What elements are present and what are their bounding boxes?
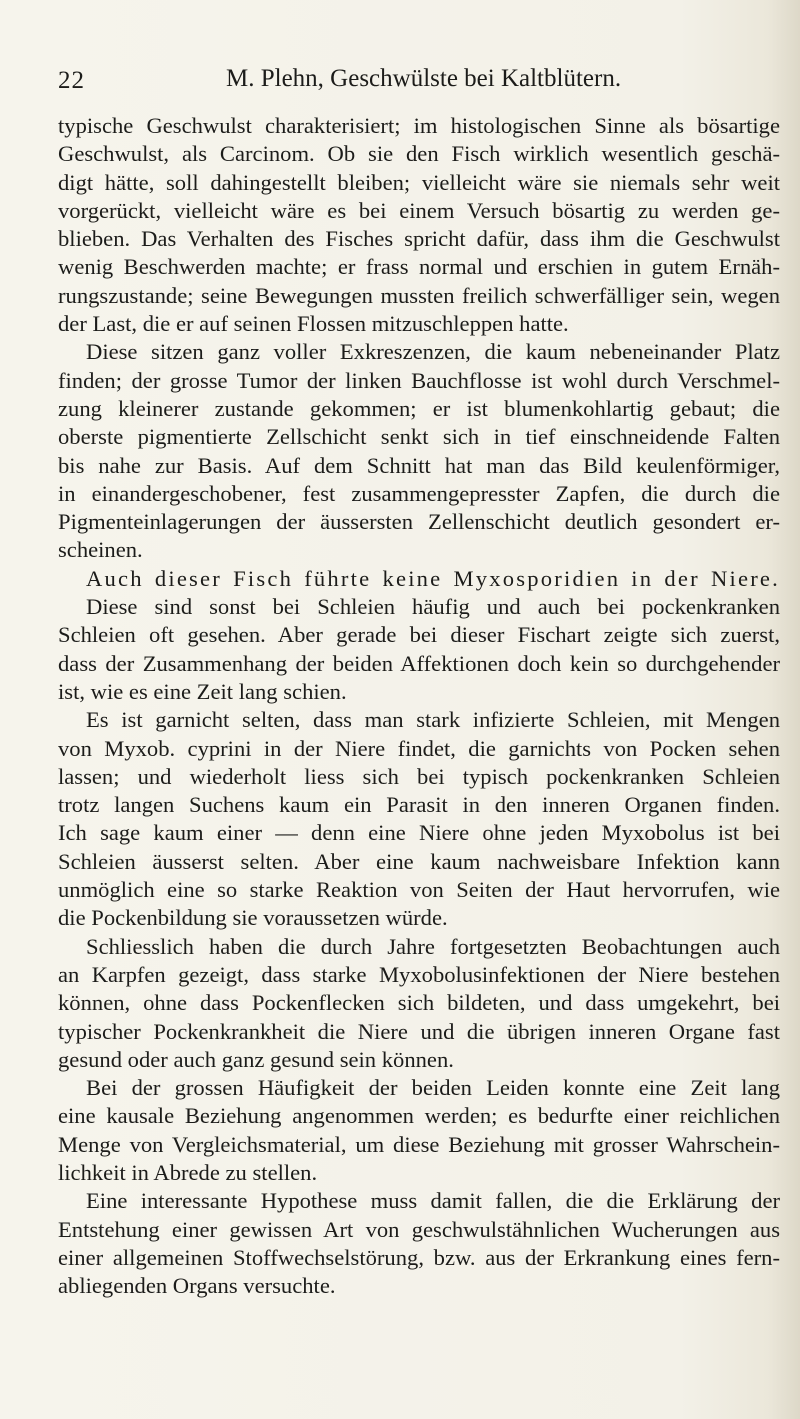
text-line: finden; der grosse Tumor der linken Bauchflosse ist wohl durch Verschmel- [58,367,780,393]
text-line: an Karpfen gezeigt, dass starke Myxobolusinfektionen der Niere bestehen [58,961,780,987]
text-line: Pigmenteinlagerungen der äussersten Zellenschicht deutlich gesondert er- [58,509,780,535]
text-line: von Myxob. cyprini in der Niere findet, die garnichts von Pocken sehen [58,735,780,761]
text-line: trotz langen Suchens kaum ein Parasit in den inneren Organen finden. [58,792,780,818]
text-line: oberste pigmentierte Zellschicht senkt sich in tief einschneidende Falten [58,424,780,450]
text-line: dass der Zusammenhang der beiden Affektionen doch kein so durchgehender [58,650,780,676]
running-head: M. Plehn, Geschwülste bei Kaltblütern. [226,65,622,92]
text-line: können, ohne dass Pockenflecken sich bildeten, und dass umgekehrt, bei [58,990,780,1016]
text-line: lassen; und wiederholt liess sich bei typisch pockenkranken Schleien [58,763,780,789]
text-line: digt hätte, soll dahingestellt bleiben; vielleicht wäre sie niemals sehr weit [58,169,780,195]
text-line: Diese sitzen ganz voller Exkreszenzen, die kaum nebeneinander Platz [86,339,780,365]
text-line: Geschwulst, als Carcinom. Ob sie den Fisch wirklich wesentlich geschä- [58,141,780,167]
text-line: scheinen. [58,537,143,563]
page-number: 22 [58,67,85,94]
text-line: lichkeit in Abrede zu stellen. [58,1159,318,1185]
text-line: abliegenden Organs versuchte. [58,1273,336,1299]
text-line: wenig Beschwerden machte; er frass normal und erschien in gutem Ernäh- [58,254,780,280]
text-line: vorgerückt, vielleicht wäre es bei einem Versuch bösartig zu werden ge- [58,197,780,223]
page-header [58,65,778,99]
text-line: einer allgemeinen Stoffwechselstörung, bzw. aus der Erkrankung eines fern- [58,1244,780,1270]
text-line: Menge von Vergleichsmaterial, um diese Beziehung mit grosser Wahrschein- [58,1131,780,1157]
text-line: Diese sind sonst bei Schleien häufig und auch bei pockenkranken [86,594,780,620]
body-text [58,112,780,1300]
text-line: gesund oder auch ganz gesund sein können. [58,1046,454,1072]
text-line: bis nahe zur Basis. Auf dem Schnitt hat man das Bild keulenförmiger, [58,452,780,478]
text-line: Ich sage kaum einer — denn eine Niere ohne jeden Myxobolus ist bei [58,820,780,846]
text-line: Schleien oft gesehen. Aber gerade bei dieser Fischart zeigte sich zuerst, [58,622,780,648]
text-line: Bei der grossen Häufigkeit der beiden Leiden konnte eine Zeit lang [86,1075,780,1101]
text-line: Schliesslich haben die durch Jahre fortgesetzten Beobachtungen auch [86,933,780,959]
text-line: die Pockenbildung sie voraussetzen würde. [58,905,448,931]
text-line: rungszustande; seine Bewegungen mussten freilich schwerfälliger sein, wegen [58,282,780,308]
text-line: Es ist garnicht selten, dass man stark infizierte Schleien, mit Mengen [86,707,780,733]
text-line: unmöglich eine so starke Reaktion von Seiten der Haut hervorrufen, wie [58,877,780,903]
text-line: blieben. Das Verhalten des Fisches spricht dafür, dass ihm die Geschwulst [58,226,780,252]
text-line: Auch dieser Fisch führte keine Myxosporidien in der Niere. [86,565,780,591]
text-line: typische Geschwulst charakterisiert; im histologischen Sinne als bösartige [58,113,780,138]
text-line: der Last, die er auf seinen Flossen mitzuschleppen hatte. [58,311,569,337]
text-line: typischer Pockenkrankheit die Niere und die übrigen inneren Organe fast [58,1018,780,1044]
text-line: zung kleinerer zustande gekommen; er ist blumenkohlartig gebaut; die [58,395,780,421]
text-line: ist, wie es eine Zeit lang schien. [58,678,347,704]
text-line: Eine interessante Hypothese muss damit fallen, die die Erklärung der [86,1188,780,1214]
text-line: in einandergeschobener, fest zusammengepresster Zapfen, die durch die [58,480,780,506]
text-line: eine kausale Beziehung angenommen werden; es bedurfte einer reichlichen [58,1103,780,1129]
text-line: Entstehung einer gewissen Art von geschwulstähnlichen Wucherungen aus [58,1216,780,1242]
text-line: Schleien äusserst selten. Aber eine kaum nachweisbare Infektion kann [58,848,780,874]
